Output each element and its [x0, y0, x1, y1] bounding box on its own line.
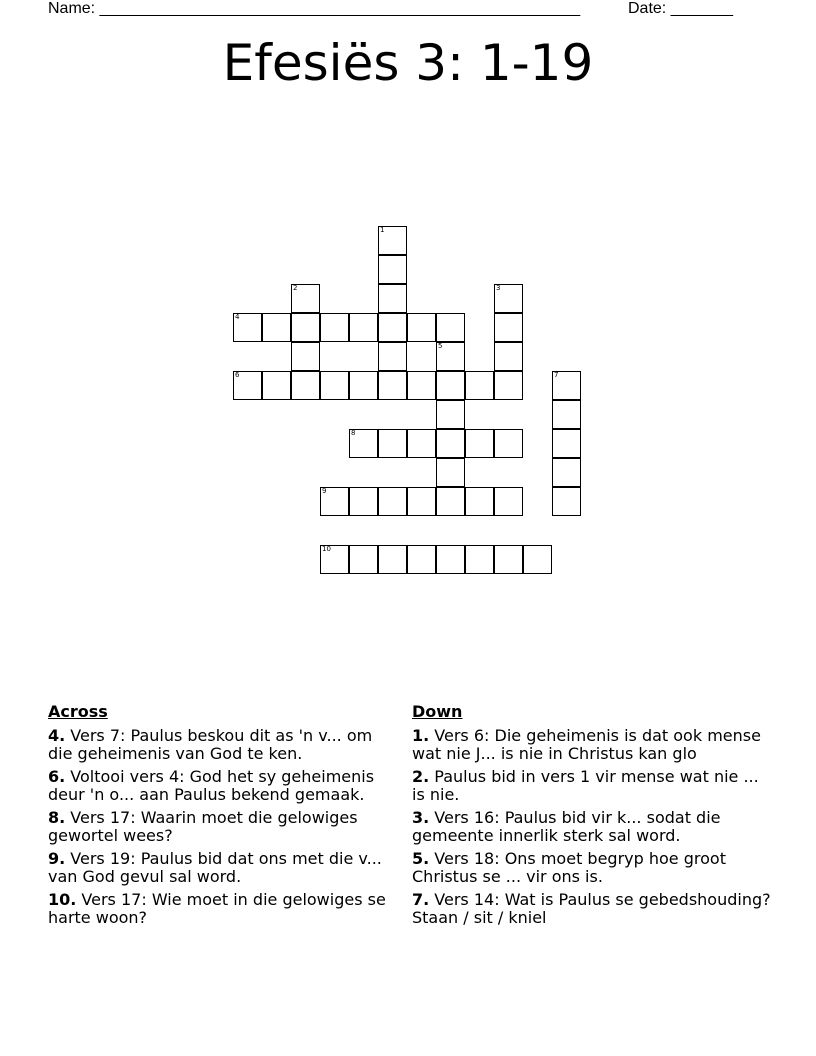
clue-text: Vers 17: Wie moet in die gelowiges se harte woon?: [48, 890, 386, 927]
grid-cell[interactable]: [349, 313, 378, 342]
grid-cell[interactable]: [436, 545, 465, 574]
clue-number: 10.: [48, 890, 77, 909]
grid-cell[interactable]: [407, 545, 436, 574]
cell-number: 7: [554, 371, 559, 379]
grid-cell[interactable]: [378, 429, 407, 458]
clue-item: [48, 727, 400, 763]
clue-item: [48, 809, 400, 845]
cell-number: 10: [322, 545, 331, 553]
clue-item: [412, 809, 774, 845]
clue-item: [48, 850, 400, 886]
grid-cell[interactable]: [465, 487, 494, 516]
clue-text: Paulus bid in vers 1 vir mense wat nie ... is nie.: [412, 767, 759, 804]
clue-number: 9.: [48, 849, 66, 868]
grid-cell[interactable]: [291, 313, 320, 342]
grid-cell[interactable]: [320, 371, 349, 400]
grid-cell[interactable]: [436, 487, 465, 516]
clue-text: Vers 16: Paulus bid vir k... sodat die gemeente innerlik sterk sal word.: [412, 808, 721, 845]
grid-cell[interactable]: [291, 371, 320, 400]
clue-text: Vers 18: Ons moet begryp hoe groot Christus se ... vir ons is.: [412, 849, 726, 886]
clue-item: [48, 768, 400, 804]
grid-cell[interactable]: [349, 545, 378, 574]
grid-cell[interactable]: [407, 429, 436, 458]
grid-cell[interactable]: [320, 487, 349, 516]
grid-cell[interactable]: [378, 255, 407, 284]
cell-number: 1: [380, 226, 385, 234]
clue-item: [412, 727, 774, 763]
grid-cell[interactable]: [494, 284, 523, 313]
clue-number: 5.: [412, 849, 430, 868]
grid-cell[interactable]: [494, 313, 523, 342]
grid-cell[interactable]: [465, 545, 494, 574]
grid-cell[interactable]: [407, 487, 436, 516]
grid-cell[interactable]: [378, 284, 407, 313]
grid-cell[interactable]: [552, 458, 581, 487]
clue-text: Vers 17: Waarin moet die gelowiges gewortel wees?: [48, 808, 358, 845]
grid-cell[interactable]: [291, 284, 320, 313]
grid-cell[interactable]: [378, 342, 407, 371]
clue-number: 8.: [48, 808, 66, 827]
grid-cell[interactable]: [465, 371, 494, 400]
clue-number: 2.: [412, 767, 430, 786]
name-label: Name: ______________________________________________________: [48, 0, 581, 17]
clue-item: [412, 891, 774, 927]
across-heading: Across: [48, 702, 108, 721]
down-heading: Down: [412, 702, 463, 721]
date-label: Date: _______: [628, 0, 733, 17]
grid-cell[interactable]: [291, 342, 320, 371]
grid-cell[interactable]: [523, 545, 552, 574]
grid-cell[interactable]: [552, 371, 581, 400]
grid-cell[interactable]: [320, 545, 349, 574]
clue-number: 7.: [412, 890, 430, 909]
clue-text: Vers 14: Wat is Paulus se gebedshouding? Staan / sit / kniel: [412, 890, 771, 927]
clue-item: [412, 768, 774, 804]
across-clues: [48, 703, 400, 932]
clue-number: 6.: [48, 767, 66, 786]
grid-cell[interactable]: [349, 371, 378, 400]
down-clue-list: [412, 727, 774, 927]
grid-cell[interactable]: [436, 371, 465, 400]
page-title: Efesiës 3: 1-19: [222, 34, 594, 92]
grid-cell[interactable]: [436, 458, 465, 487]
grid-cell[interactable]: [378, 226, 407, 255]
grid-cell[interactable]: [436, 400, 465, 429]
grid-cell[interactable]: [552, 487, 581, 516]
grid-cell[interactable]: [378, 371, 407, 400]
grid-cell[interactable]: [233, 313, 262, 342]
grid-cell[interactable]: [436, 313, 465, 342]
clue-text: Voltooi vers 4: God het sy geheimenis deur 'n o... aan Paulus bekend gemaak.: [48, 767, 375, 804]
clue-number: 3.: [412, 808, 430, 827]
grid-cell[interactable]: [494, 487, 523, 516]
cell-number: 8: [351, 429, 356, 437]
grid-cell[interactable]: [407, 371, 436, 400]
grid-cell[interactable]: [233, 371, 262, 400]
grid-cell[interactable]: [320, 313, 349, 342]
grid-cell[interactable]: [494, 371, 523, 400]
cell-number: 9: [322, 487, 327, 495]
grid-cell[interactable]: [494, 545, 523, 574]
grid-cell[interactable]: [552, 429, 581, 458]
cell-number: 4: [235, 313, 240, 321]
grid-cell[interactable]: [378, 313, 407, 342]
cell-number: 6: [235, 371, 240, 379]
cell-number: 3: [496, 284, 501, 292]
clue-number: 4.: [48, 726, 66, 745]
grid-cell[interactable]: [552, 400, 581, 429]
grid-cell[interactable]: [349, 487, 378, 516]
grid-cell[interactable]: [262, 371, 291, 400]
clue-text: Vers 7: Paulus beskou dit as 'n v... om die geheimenis van God te ken.: [48, 726, 373, 763]
grid-cell[interactable]: [349, 429, 378, 458]
clue-text: Vers 6: Die geheimenis is dat ook mense wat nie J... is nie in Christus kan glo: [412, 726, 761, 763]
grid-cell[interactable]: [436, 429, 465, 458]
grid-cell[interactable]: [494, 342, 523, 371]
grid-cell[interactable]: [378, 545, 407, 574]
across-clue-list: [48, 727, 400, 927]
grid-cell[interactable]: [407, 313, 436, 342]
clue-number: 1.: [412, 726, 430, 745]
down-clues: [412, 703, 774, 932]
clue-text: Vers 19: Paulus bid dat ons met die v... van God gevul sal word.: [48, 849, 382, 886]
grid-cell[interactable]: [378, 487, 407, 516]
grid-cell[interactable]: [465, 429, 494, 458]
cell-number: 2: [293, 284, 298, 292]
grid-cell[interactable]: [262, 313, 291, 342]
grid-cell[interactable]: [436, 342, 465, 371]
clue-item: [412, 850, 774, 886]
grid-cell[interactable]: [494, 429, 523, 458]
cell-number: 5: [438, 342, 443, 350]
clue-item: [48, 891, 400, 927]
